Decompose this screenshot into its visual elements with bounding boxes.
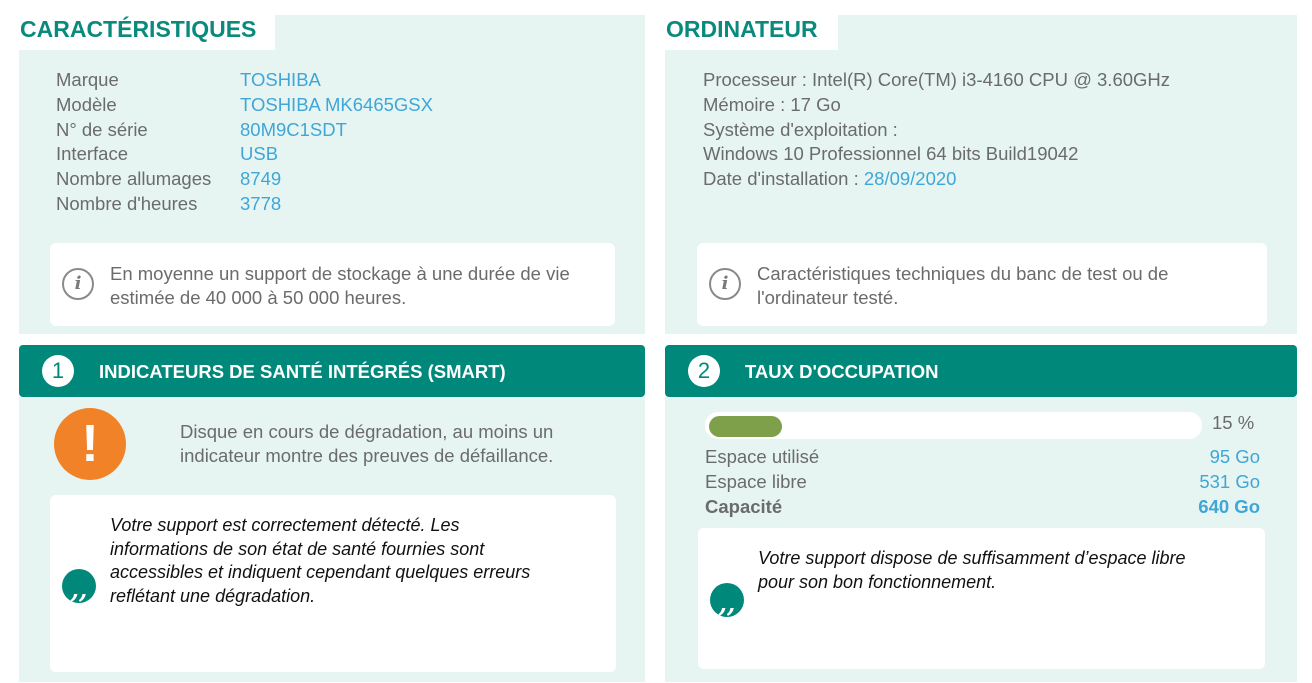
smart-header xyxy=(19,345,645,397)
memoire-text: Mémoire : 17 Go xyxy=(703,93,841,115)
info-line: Caractéristiques techniques du banc de test ou de xyxy=(757,263,1169,284)
list-item xyxy=(56,167,433,192)
label-heures: Nombre d'heures xyxy=(56,192,198,214)
value-allumages: 8749 xyxy=(240,168,282,190)
list-item xyxy=(56,192,433,217)
espace-libre-row xyxy=(705,470,1260,495)
ordinateur-title: ORDINATEUR xyxy=(665,14,838,50)
value-interface: USB xyxy=(240,143,279,165)
occupation-title: TAUX D'OCCUPATION xyxy=(745,361,939,382)
status-line: indicateur montre des preuves de défaillance. xyxy=(180,445,554,466)
capacite-row xyxy=(705,495,1260,520)
caracteristiques-title: CARACTÉRISTIQUES xyxy=(19,14,275,50)
info-icon: i xyxy=(62,268,94,300)
ordinateur-info-box xyxy=(697,243,1267,326)
ordinateur-details xyxy=(703,68,1170,192)
occupation-progress-fill xyxy=(709,416,782,437)
label-allumages: Nombre allumages xyxy=(56,168,212,190)
value-heures: 3778 xyxy=(240,192,282,214)
list-item xyxy=(56,142,433,167)
quote-icon: ,, xyxy=(710,583,744,617)
quote-icon: ,, xyxy=(62,569,96,603)
date-value: 28/09/2020 xyxy=(863,168,957,190)
espace-utilise-label: Espace utilisé xyxy=(705,446,820,467)
list-item xyxy=(56,93,433,118)
systeme-label: Système d'exploitation : xyxy=(703,118,898,140)
smart-title: INDICATEURS DE SANTÉ INTÉGRÉS (SMART) xyxy=(99,361,506,382)
espace-utilise-value: 95 Go xyxy=(1209,446,1260,467)
section-number-badge: 1 xyxy=(42,355,74,387)
info-icon: i xyxy=(709,268,741,300)
occupation-header xyxy=(665,345,1297,397)
caracteristiques-list xyxy=(56,68,433,217)
caracteristiques-info-box xyxy=(50,243,615,326)
info-line: estimée de 40 000 à 50 000 heures. xyxy=(110,286,407,308)
list-item xyxy=(56,68,433,93)
smart-quote-box xyxy=(50,495,616,672)
exclamation-icon: ! xyxy=(54,408,126,480)
label-serie: N° de série xyxy=(56,118,148,140)
quote-line: pour son bon fonctionnement. xyxy=(758,571,997,592)
caracteristiques-info-text xyxy=(110,262,570,309)
occupation-percent-label: 15 % xyxy=(1212,412,1255,433)
value-marque: TOSHIBA xyxy=(240,69,321,90)
quote-line: informations de son état de santé fournies sont xyxy=(110,538,485,559)
smart-quote-text xyxy=(110,514,530,608)
value-serie: 80M9C1SDT xyxy=(240,118,347,140)
status-line: Disque en cours de dégradation, au moins un xyxy=(180,421,554,442)
espace-libre-value: 531 Go xyxy=(1199,471,1260,492)
occupation-quote-box xyxy=(698,528,1265,669)
list-item xyxy=(56,118,433,143)
occupation-quote-text xyxy=(758,547,1186,594)
quote-line: Votre support est correctement détecté. Les xyxy=(110,515,460,535)
section-number-badge: 2 xyxy=(688,355,720,387)
value-modele: TOSHIBA MK6465GSX xyxy=(240,93,433,115)
espace-utilise-row xyxy=(705,445,1260,470)
ordinateur-info-text xyxy=(757,262,1168,309)
date-label: Date d'installation : xyxy=(703,168,864,190)
label-marque: Marque xyxy=(56,69,119,90)
quote-line: reflétant une dégradation. xyxy=(110,585,316,606)
systeme-value: Windows 10 Professionnel 64 bits Build19042 xyxy=(703,143,1079,165)
info-line: En moyenne un support de stockage à une durée de vie xyxy=(110,263,570,284)
date-installation xyxy=(703,167,1170,192)
label-interface: Interface xyxy=(56,143,128,165)
capacite-label: Capacité xyxy=(705,496,783,517)
label-modele: Modèle xyxy=(56,93,117,115)
smart-status-text xyxy=(180,420,553,468)
info-line: l'ordinateur testé. xyxy=(757,286,899,308)
espace-libre-label: Espace libre xyxy=(705,471,807,492)
quote-line: accessibles et indiquent cependant quelques erreurs xyxy=(110,562,531,582)
quote-line: Votre support dispose de suffisamment d’espace libre xyxy=(758,548,1186,568)
processeur-text: Processeur : Intel(R) Core(TM) i3-4160 CPU @ 3.60GHz xyxy=(703,69,1171,90)
capacite-value: 640 Go xyxy=(1198,496,1260,517)
